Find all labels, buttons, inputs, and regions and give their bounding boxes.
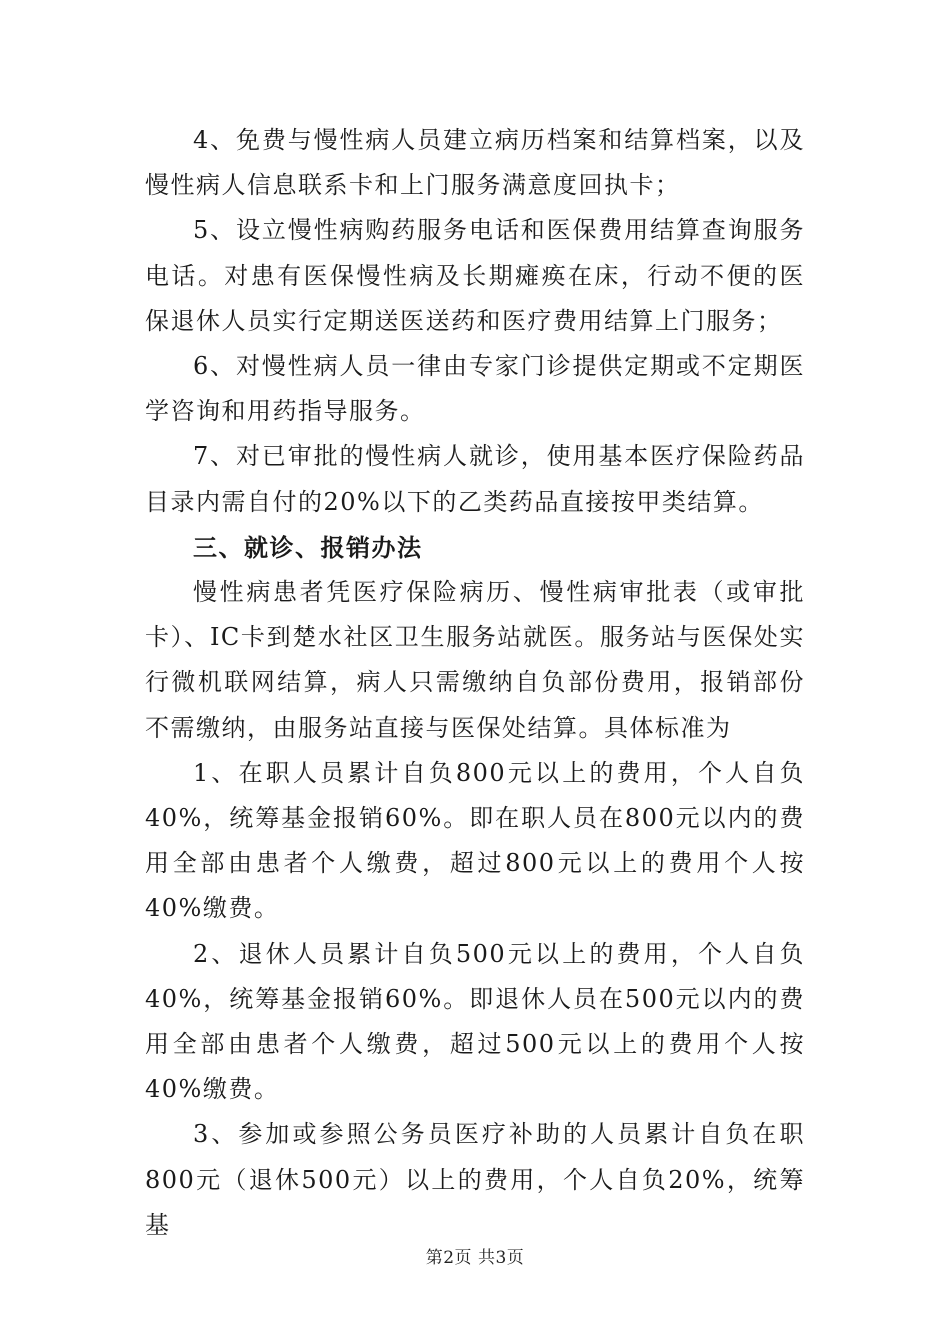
standard-item-1: 1、在职人员累计自负800元以上的费用，个人自负40%，统筹基金报销60%。即在职人员在800元以内的费用全部由患者个人缴费，超过800元以上的费用个人按40%缴费。: [145, 758, 805, 923]
document-body: [145, 118, 805, 1248]
section-intro-paragraph: 慢性病患者凭医疗保险病历、慢性病审批表（或审批卡）、IC卡到楚水社区卫生服务站就医。服务站与医保处实行微机联网结算，病人只需缴纳自负部份费用，报销部份不需缴纳，由服务站直接与医保处结算。具体标准为: [145, 578, 805, 742]
paragraph-item-7: 7、对已审批的慢性病人就诊，使用基本医疗保险药品目录内需自付的20%以下的乙类药品直接按甲类结算。: [145, 442, 805, 516]
paragraph-item-6: 6、对慢性病人员一律由专家门诊提供定期或不定期医学咨询和用药指导服务。: [145, 352, 805, 426]
page-footer: 第2页 共3页: [425, 1248, 525, 1268]
standard-item-2: 2、退休人员累计自负500元以上的费用，个人自负40%，统筹基金报销60%。即退休人员在500元以内的费用全部由患者个人缴费，超过500元以上的费用个人按40%缴费。: [145, 939, 805, 1104]
standard-item-3: 3、参加或参照公务员医疗补助的人员累计自负在职800元（退休500元）以上的费用，个人自负20%，统筹基: [145, 1120, 805, 1239]
paragraph-item-5: 5、设立慢性病购药服务电话和医保费用结算查询服务电话。对患有医保慢性病及长期瘫痪在床，行动不便的医保退休人员实行定期送医送药和医疗费用结算上门服务；: [145, 216, 805, 335]
section-heading: 三、就诊、报销办法: [193, 532, 423, 562]
paragraph-item-4: 4、免费与慢性病人员建立病历档案和结算档案，以及慢性病人信息联系卡和上门服务满意度回执卡；: [145, 126, 805, 200]
